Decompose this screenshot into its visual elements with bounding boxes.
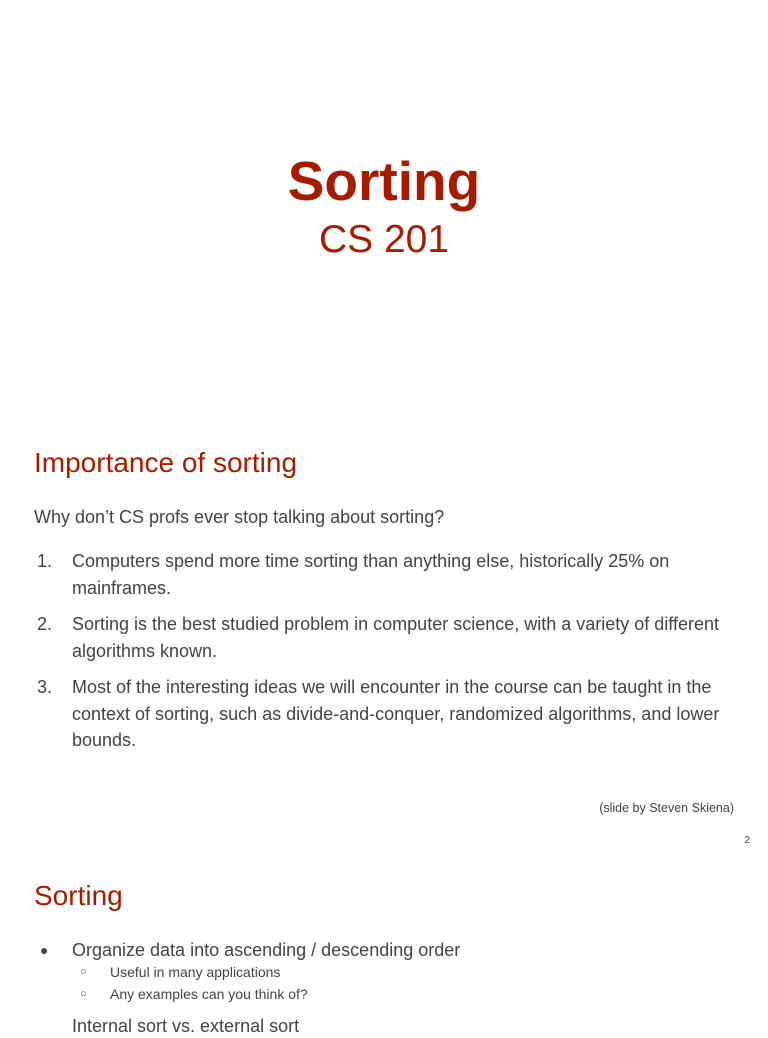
sub-list-item-text: Any examples can you think of? — [110, 985, 308, 1002]
slide-title: Sorting — [287, 150, 481, 212]
list-number: 3. — [37, 677, 53, 697]
sub-bullet-list — [72, 962, 734, 1005]
title-slide — [0, 0, 768, 420]
slide-credit: (slide by Steven Skiena) — [599, 801, 734, 815]
sub-list-item — [72, 962, 734, 984]
hollow-bullet-icon: ○ — [80, 987, 87, 1000]
sub-list-item-text: Useful in many applications — [110, 964, 281, 980]
sub-list-item — [72, 984, 734, 1006]
page-number: 2 — [744, 835, 750, 846]
list-item — [34, 938, 734, 1005]
sorting-slide — [0, 852, 768, 1036]
slide-heading: Sorting — [34, 880, 123, 911]
list-number: 2. — [37, 614, 53, 634]
list-item-text: Sorting is the best studied problem in computer science, with a variety of different algorithms known. — [72, 614, 719, 661]
bullet-list — [34, 938, 734, 1005]
list-item — [34, 674, 734, 754]
list-item — [34, 611, 734, 664]
list-number: 1. — [37, 551, 53, 571]
slide-heading: Importance of sorting — [34, 447, 298, 478]
list-item-text: Most of the interesting ideas we will encounter in the course can be taught in the context of sorting, such as divide-and-conquer, randomized algorithms, and lower bounds. — [72, 677, 720, 750]
bullet-icon: ● — [40, 942, 49, 958]
list-item-text: Computers spend more time sorting than anything else, historically 25% on mainframes. — [72, 551, 670, 598]
list-item-text: Organize data into ascending / descending order — [72, 940, 461, 960]
importance-slide — [0, 420, 768, 852]
slide-subtitle: CS 201 — [318, 218, 450, 261]
list-item — [34, 548, 734, 601]
numbered-list — [34, 548, 734, 764]
cut-off-list-item: Internal sort vs. external sort — [72, 1016, 300, 1036]
hollow-bullet-icon: ○ — [80, 966, 87, 978]
intro-question: Why don’t CS profs ever stop talking about sorting? — [34, 507, 445, 527]
